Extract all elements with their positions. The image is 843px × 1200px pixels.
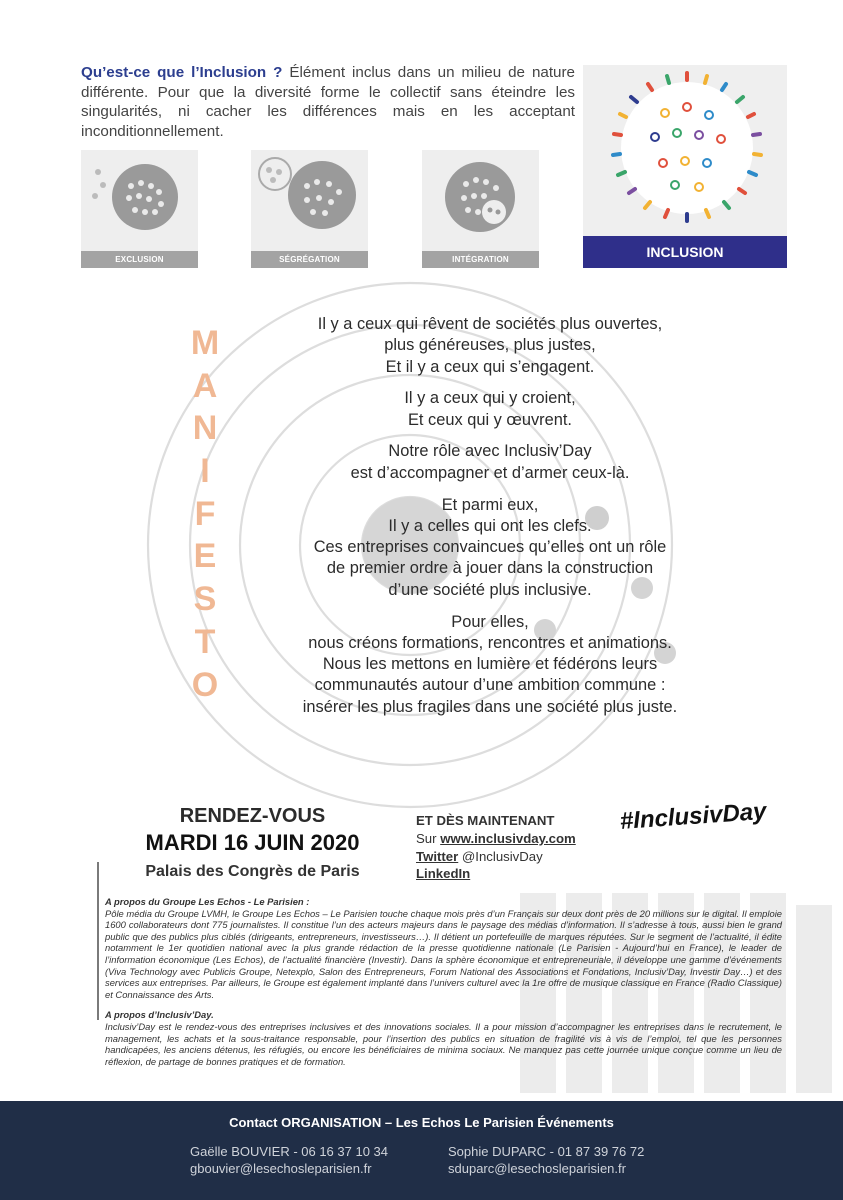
twitter-line xyxy=(416,848,616,866)
about-group-text: Pôle média du Groupe LVMH, le Groupe Les Echos – Le Parisien touche chaque mois près d’un Français sur deux dont près de 20 millions sur le digital. Il emploie 1600 collaborateurs dont 775 journalistes. Il constitue l’un des acteurs majeurs dans le paysage des médias d’information. Il s’adresse à tous, aussi bien le grand public que des publics plus ciblés (dirigeants, entrepreneurs, investisseurs…). Il détient un portefeuille de marques réputées. Sur le segment de l’actualité, il édite notamment le 1er quotidien national avec la plus grande rédaction de la presse quotidienne nationale (Le Parisien - Aujourd’hui en France), le leader de l’information économique (Les Echos), de l’actualité financière (Investir). Dans la sphère économique et entrepreneuriale, il développe une gamme d’événements (Viva Technology avec Publicis Groupe, Netexplo, Salon des Entrepreneurs, Forum National des Associations et Fondations, Inclusiv’Day, Investir Day…) et des services aux entreprises. Par ailleurs, le Groupe est également implanté dans l’univers culturel avec la 1re offre de musique classique en France (Radio Classique) et Connaissance des Arts. xyxy=(105,907,782,1000)
poem-line: communautés autour d’une ambition commune : xyxy=(314,676,666,695)
footer-title: Contact ORGANISATION – Les Echos Le Parisien Événements xyxy=(229,1115,614,1130)
contact-1-name: Gaëlle BOUVIER - 06 16 37 10 34 xyxy=(190,1144,389,1159)
poem-line: est d’accompagner et d’armer ceux-là. xyxy=(350,463,630,482)
event-date: MARDI 16 JUIN 2020 xyxy=(145,830,360,855)
contact-2 xyxy=(448,1143,644,1177)
manifesto-poem xyxy=(200,314,780,729)
intro-paragraph xyxy=(81,63,575,141)
poem-line: Notre rôle avec Inclusiv’Day xyxy=(388,442,592,461)
inclusion-label: INCLUSION xyxy=(583,236,787,268)
poem-line: nous créons formations, rencontres et animations. xyxy=(308,633,672,652)
contact-1 xyxy=(190,1143,388,1177)
segregation-illustration xyxy=(251,150,368,250)
hashtag: #InclusivDay xyxy=(619,797,768,835)
poem-line: Et il y a ceux qui s’engagent. xyxy=(385,357,595,376)
manifesto-letter: M xyxy=(190,324,220,362)
website-link[interactable]: www.inclusivday.com xyxy=(440,830,576,846)
poem-stanza-3 xyxy=(200,441,780,484)
picto-exclusion xyxy=(81,150,198,268)
sur-label: Sur xyxy=(416,830,441,846)
picto-inclusion xyxy=(583,65,787,268)
footer xyxy=(0,1101,843,1200)
manifesto-letter: N xyxy=(192,409,218,448)
twitter-link[interactable]: Twitter xyxy=(416,848,459,864)
about-section xyxy=(105,896,782,1076)
poem-line: Pour elles, xyxy=(451,612,529,631)
poem-stanza-1 xyxy=(200,314,780,378)
poem-line: Et parmi eux, xyxy=(441,495,539,514)
linkedin-link[interactable]: LinkedIn xyxy=(416,866,471,882)
poem-stanza-2 xyxy=(200,388,780,431)
poem-line: Il y a celles qui ont les clefs. xyxy=(388,516,592,535)
poem-line: Et ceux qui y œuvrent. xyxy=(408,410,572,429)
event-heading: RENDEZ-VOUS xyxy=(179,805,326,827)
inclusion-illustration xyxy=(583,65,787,235)
integration-label: INTÉGRATION xyxy=(422,251,539,268)
contact-2-email[interactable]: sduparc@lesechosleparisien.fr xyxy=(448,1161,626,1176)
poem-line: Il y a ceux qui y croient, xyxy=(404,389,576,408)
intro-lead: Qu’est-ce que l’Inclusion ? xyxy=(81,64,283,81)
segregation-label: SÉGRÉGATION xyxy=(251,251,368,268)
picto-integration xyxy=(422,150,539,268)
about-group-heading: A propos du Groupe Les Echos - Le Parisien : xyxy=(105,896,310,907)
manifesto-letter: S xyxy=(193,580,217,619)
links-block xyxy=(416,812,616,883)
manifesto-letter: F xyxy=(194,494,216,533)
contact-1-email[interactable]: gbouvier@lesechosleparisien.fr xyxy=(190,1161,372,1176)
picto-segregation xyxy=(251,150,368,268)
about-inclusivday-heading: A propos d’Inclusiv’Day. xyxy=(105,1009,214,1021)
about-inclusivday-text: Inclusiv’Day est le rendez-vous des entreprises inclusives et des innovations sociales. Il a pour mission d’accompagner les entreprises dans le recrutement, le management, les achats et la sous-traitance responsable, pour l’insertion des publics en situation de fragilité vis à vis de l’emploi, tel que les personnes handicapées, les anciens détenus, les réfugiés, ou encore les bénéficiaires de minima sociaux. Ne manquez pas cette journée unique conçue comme un lieu de réflexion, de partage de bonnes pratiques et de formation. xyxy=(105,1020,782,1067)
poem-stanza-4 xyxy=(200,495,780,601)
exclusion-label: EXCLUSION xyxy=(81,251,198,268)
poem-stanza-5 xyxy=(200,612,780,718)
exclusion-illustration xyxy=(81,150,198,250)
manifesto-letter: E xyxy=(193,537,217,576)
poem-line: d’une société plus inclusive. xyxy=(388,580,592,599)
manifesto-letter: A xyxy=(192,366,218,405)
poem-line: Il y a ceux qui rêvent de sociétés plus ouvertes, xyxy=(317,315,663,333)
intro-text: Élément inclus dans un milieu de nature différente. Pour que la diversité forme le collectif sans éteindre les singularités, ni cacher les différences mais en les acceptant inconditionnellement. xyxy=(81,64,576,140)
contact-2-name: Sophie DUPARC - 01 87 39 76 72 xyxy=(448,1144,645,1159)
poem-line: insérer les plus fragiles dans une société plus juste. xyxy=(302,697,678,716)
website-line xyxy=(416,830,616,848)
links-title: ET DÈS MAINTENANT xyxy=(416,813,555,828)
integration-illustration xyxy=(422,150,539,250)
poem-line: plus généreuses, plus justes, xyxy=(384,336,596,355)
twitter-handle: @InclusivDay xyxy=(458,848,543,864)
event-block xyxy=(120,803,385,884)
poem-line: Ces entreprises convaincues qu’elles ont un rôle xyxy=(313,538,667,557)
poem-line: Nous les mettons en lumière et fédérons leurs xyxy=(322,655,658,674)
event-venue: Palais des Congrès de Paris xyxy=(145,863,360,880)
manifesto-letter: I xyxy=(200,452,210,491)
poem-line: de premier ordre à jouer dans la construction xyxy=(326,559,654,578)
manifesto-letter: O xyxy=(191,665,219,704)
manifesto-letter: T xyxy=(194,622,216,661)
